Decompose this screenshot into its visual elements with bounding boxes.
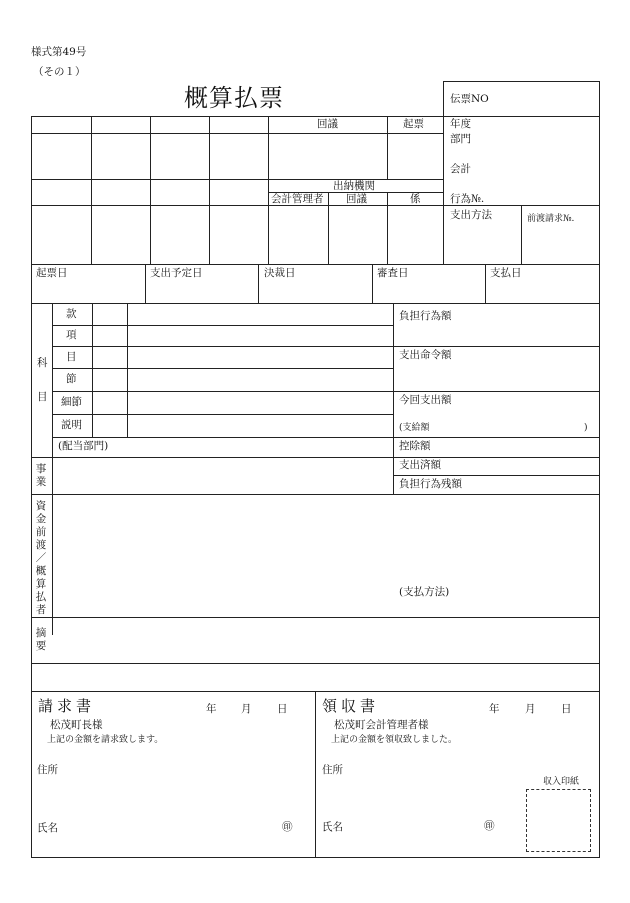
kamoku-label-2: 目	[37, 391, 48, 403]
futan-koui-gaku-label: 負担行為額	[399, 310, 452, 322]
futan-koui-zan-gaku-label: 負担行為残額	[399, 478, 462, 490]
suitou-kikan-label: 出納機関	[333, 180, 375, 192]
voucher-no-label: 伝票NO	[450, 93, 489, 105]
maewatashi-no-label: 前渡請求№.	[527, 214, 575, 224]
page-title: 概算払票	[184, 84, 284, 112]
kaikei-label: 会計	[450, 163, 471, 175]
shishutsu-meirei-gaku-label: 支出命令額	[399, 349, 452, 361]
invoice-name-label: 氏名	[37, 822, 58, 834]
kakari-label: 係	[410, 193, 421, 205]
shishutsu-houhou-label: 支出方法	[450, 209, 492, 221]
shishutsu-zumi-gaku-label: 支出済額	[399, 459, 441, 471]
shishutsu-yotei-bi-label: 支出予定日	[150, 267, 203, 279]
receipt-name-label: 氏名	[322, 821, 343, 833]
receipt-month: 月	[525, 703, 536, 715]
koui-no-label: 行為№.	[450, 193, 485, 205]
kaigi-label: 回議	[317, 118, 338, 130]
invoice-address-label: 住所	[37, 764, 58, 776]
invoice-year: 年	[206, 703, 217, 715]
kamoku-kou: 項	[66, 329, 77, 341]
konkai-shishutsu-gaku-label: 今回支出額	[399, 394, 452, 406]
receipt-seal: ㊞	[484, 820, 495, 832]
form-part: （その１）	[33, 66, 86, 78]
kihyo-label: 起票	[403, 118, 424, 130]
tekiyo-label: 摘要	[35, 627, 47, 652]
kamoku-setsu: 節	[66, 373, 77, 385]
kessai-bi-label: 決裁日	[264, 267, 296, 279]
kamoku-saisetsu: 細節	[61, 396, 82, 408]
receipt-year: 年	[489, 703, 500, 715]
kihyo-bi-label: 起票日	[36, 267, 68, 279]
receipt-addressee: 松茂町会計管理者様	[334, 719, 429, 731]
invoice-seal: ㊞	[282, 821, 293, 833]
invoice-title: 請求書	[38, 697, 96, 715]
shikyu-close: )	[584, 423, 588, 433]
jigyo-label: 事業	[35, 463, 47, 488]
invoice-day: 日	[277, 703, 288, 715]
kaigi2-label: 回議	[346, 193, 367, 205]
invoice-month: 月	[241, 703, 252, 715]
receipt-statement: 上記の金額を領収致しました。	[331, 735, 458, 745]
kaikei-kanrisha-label: 会計管理者	[271, 193, 324, 205]
payee-label: 資金前渡／概算払者	[35, 500, 47, 616]
receipt-title: 領収書	[322, 697, 380, 715]
koujo-gaku-label: 控除額	[399, 440, 431, 452]
receipt-address-label: 住所	[322, 764, 343, 776]
form-code: 様式第49号	[31, 46, 87, 58]
kamoku-kan: 款	[66, 308, 77, 320]
bumon-label: 部門	[450, 133, 471, 145]
invoice-statement: 上記の金額を請求致します。	[47, 735, 164, 745]
revenue-stamp-box	[526, 789, 591, 852]
kamoku-setsumei: 説明	[61, 419, 82, 431]
kamoku-label-1: 科	[37, 357, 48, 369]
shiharai-bi-label: 支払日	[490, 267, 522, 279]
nendo-label: 年度	[450, 118, 471, 130]
receipt-day: 日	[561, 703, 572, 715]
haitou-bumon-label: (配当部門)	[58, 440, 109, 452]
kamoku-moku: 目	[66, 351, 77, 363]
shinsa-bi-label: 審査日	[377, 267, 409, 279]
invoice-addressee: 松茂町長様	[50, 719, 103, 731]
stamp-label: 収入印紙	[543, 777, 580, 787]
shiharai-houhou-label: (支払方法)	[399, 586, 450, 598]
shikyu-gaku-label: (支給額	[399, 423, 430, 433]
